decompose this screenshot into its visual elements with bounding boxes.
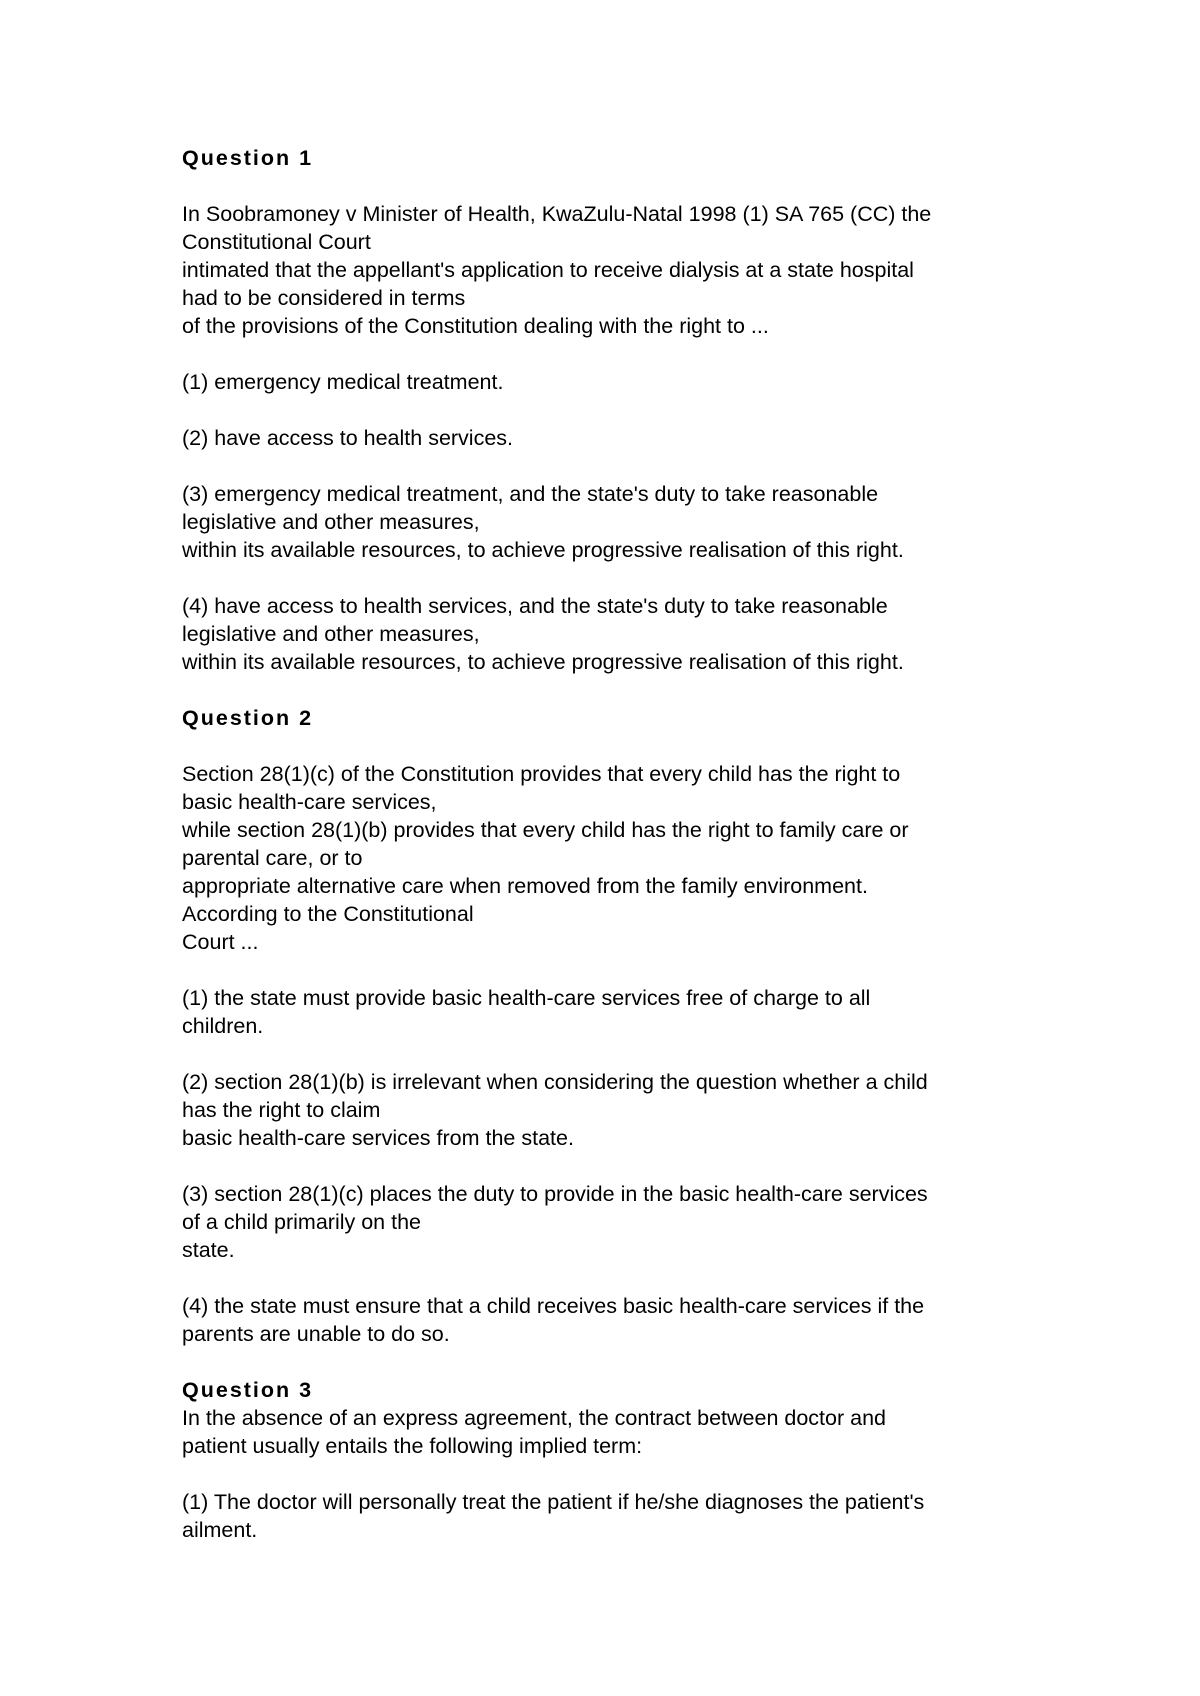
question-1 bbox=[182, 144, 1062, 676]
option-line: legislative and other measures, bbox=[182, 622, 480, 646]
option-line: (3) emergency medical treatment, and the state's duty to take reasonable bbox=[182, 482, 879, 506]
question-2 bbox=[182, 704, 1062, 1348]
option-line: basic health-care services from the state. bbox=[182, 1126, 574, 1150]
option-line: (4) the state must ensure that a child receives basic health-care services if the bbox=[182, 1294, 925, 1318]
option-line: (3) section 28(1)(c) places the duty to provide in the basic health-care services bbox=[182, 1182, 928, 1206]
option-line: has the right to claim bbox=[182, 1098, 381, 1122]
question-stem bbox=[182, 200, 1062, 340]
stem-line: Constitutional Court bbox=[182, 230, 371, 254]
option-line: children. bbox=[182, 1014, 264, 1038]
answer-option bbox=[182, 424, 1062, 452]
option-line: (1) the state must provide basic health-care services free of charge to all bbox=[182, 986, 871, 1010]
answer-option bbox=[182, 984, 1062, 1040]
option-line: (4) have access to health services, and the state's duty to take reasonable bbox=[182, 594, 888, 618]
option-line: (1) The doctor will personally treat the patient if he/she diagnoses the patient's bbox=[182, 1490, 925, 1514]
answer-option bbox=[182, 1068, 1062, 1152]
option-line: (2) have access to health services. bbox=[182, 426, 514, 450]
option-line: legislative and other measures, bbox=[182, 510, 480, 534]
question-heading: Question 1 bbox=[182, 146, 314, 170]
stem-line: while section 28(1)(b) provides that every child has the right to family care or bbox=[182, 818, 909, 842]
answer-option bbox=[182, 592, 1062, 676]
question-stem bbox=[182, 1404, 1062, 1460]
option-line: state. bbox=[182, 1238, 235, 1262]
stem-line: According to the Constitutional bbox=[182, 902, 474, 926]
option-line: ailment. bbox=[182, 1518, 258, 1542]
question-heading: Question 3 bbox=[182, 1378, 314, 1402]
question-stem bbox=[182, 760, 1062, 956]
stem-line: patient usually entails the following implied term: bbox=[182, 1434, 643, 1458]
option-line: within its available resources, to achieve progressive realisation of this right. bbox=[182, 538, 904, 562]
stem-line: In the absence of an express agreement, the contract between doctor and bbox=[182, 1406, 886, 1430]
stem-line: In Soobramoney v Minister of Health, KwaZulu-Natal 1998 (1) SA 765 (CC) the bbox=[182, 202, 932, 226]
option-line: of a child primarily on the bbox=[182, 1210, 421, 1234]
question-3 bbox=[182, 1376, 1062, 1544]
stem-line: Court ... bbox=[182, 930, 259, 954]
answer-option bbox=[182, 1488, 1062, 1544]
stem-line: basic health-care services, bbox=[182, 790, 437, 814]
stem-line: appropriate alternative care when removed from the family environment. bbox=[182, 874, 868, 898]
option-line: within its available resources, to achieve progressive realisation of this right. bbox=[182, 650, 904, 674]
stem-line: parental care, or to bbox=[182, 846, 363, 870]
stem-line: had to be considered in terms bbox=[182, 286, 466, 310]
answer-option bbox=[182, 480, 1062, 564]
document-page bbox=[182, 144, 1062, 1544]
question-heading: Question 2 bbox=[182, 706, 314, 730]
stem-line: of the provisions of the Constitution dealing with the right to ... bbox=[182, 314, 769, 338]
answer-option bbox=[182, 1292, 1062, 1348]
answer-option bbox=[182, 368, 1062, 396]
option-line: (1) emergency medical treatment. bbox=[182, 370, 504, 394]
stem-line: Section 28(1)(c) of the Constitution provides that every child has the right to bbox=[182, 762, 901, 786]
answer-option bbox=[182, 1180, 1062, 1264]
stem-line: intimated that the appellant's application to receive dialysis at a state hospital bbox=[182, 258, 914, 282]
option-line: parents are unable to do so. bbox=[182, 1322, 450, 1346]
option-line: (2) section 28(1)(b) is irrelevant when considering the question whether a child bbox=[182, 1070, 928, 1094]
